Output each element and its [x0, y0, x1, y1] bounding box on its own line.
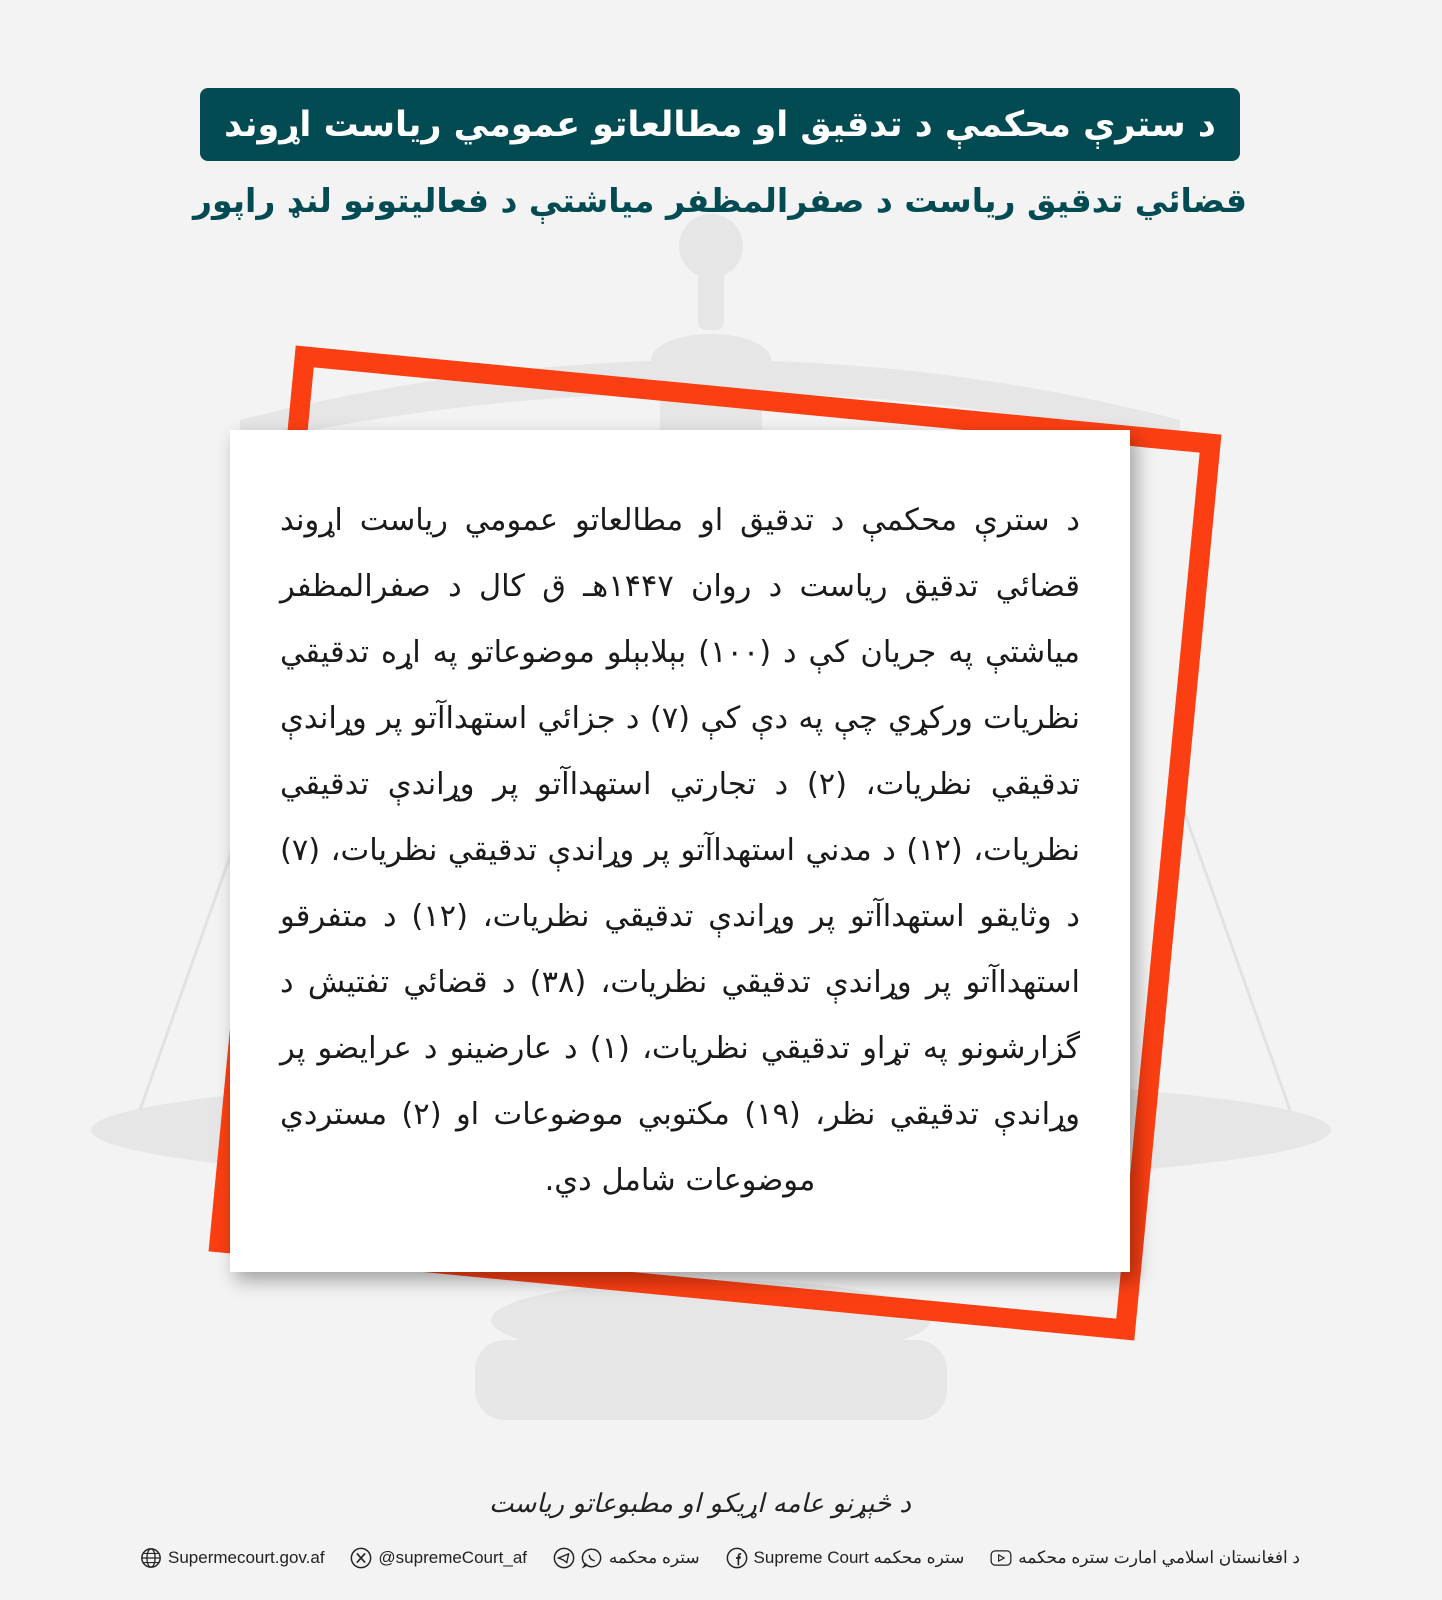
header-subtitle: قضائي تدقیق ریاست د صفرالمظفر میاشتې د فعالیتونو لنډ راپور	[192, 180, 1248, 220]
messaging-label: ستره محکمه	[608, 1548, 700, 1567]
telegram-icon	[553, 1547, 575, 1569]
website-link[interactable]	[140, 1547, 325, 1569]
content-card	[230, 430, 1130, 1272]
youtube-icon	[990, 1547, 1012, 1569]
report-body-text: د سترې محکمې د تدقیق او مطالعاتو عمومي ریاست اړوند قضائي تدقیق ریاست د روان ۱۴۴۷هـ ق کال د صفرالمظفر میاشتې په جریان کې د (۱۰۰) بېلابېلو موضوعاتو په اړه تدقیقي نظریات ورکړي چې په دې کې (۷) د جزائي استهداآتو پر وړاندې تدقیقي نظریات، (۲) د تجارتي استهداآتو پر وړاندې تدقیقي نظریات، (۱۲) د مدني استهداآتو پر وړاندې تدقیقي نظریات، (۷) د وثایقو استهداآتو پر وړاندې تدقیقي نظریات، (۱۲) د متفرقو استهداآتو پر وړاندې تدقیقي نظریات، (۳۸) د قضائي تفتیش د گزارشونو په تړاو تدقیقي نظریات، (۱) د عارضینو د عرایضو پر وړاندې تدقیقي نظر، (۱۹) مکتوبي موضوعات او (۲) مستردي موضوعات شامل دي.	[280, 503, 1081, 1198]
x-label: @supremeCourt_af	[378, 1548, 528, 1567]
facebook-label: Supreme Court ستره محکمه	[753, 1548, 965, 1567]
facebook-icon	[726, 1547, 748, 1569]
footer-contacts	[140, 1540, 1300, 1576]
website-label: Supermecourt.gov.af	[168, 1548, 325, 1567]
globe-icon	[140, 1547, 162, 1569]
youtube-label: د افغانستان اسلامي امارت ستره محکمه	[1018, 1548, 1300, 1567]
youtube-link[interactable]	[990, 1547, 1300, 1569]
header-title: د سترې محکمې د تدقیق او مطالعاتو عمومي ریاست اړوند	[200, 88, 1240, 161]
whatsapp-icon	[581, 1547, 603, 1569]
messaging-links[interactable]	[553, 1547, 700, 1569]
x-icon	[350, 1547, 372, 1569]
x-link[interactable]	[350, 1547, 527, 1569]
department-logo: د څېړنو عامه اړیکو او مطبوعاتو ریاست	[488, 1489, 912, 1519]
facebook-link[interactable]	[726, 1547, 965, 1569]
